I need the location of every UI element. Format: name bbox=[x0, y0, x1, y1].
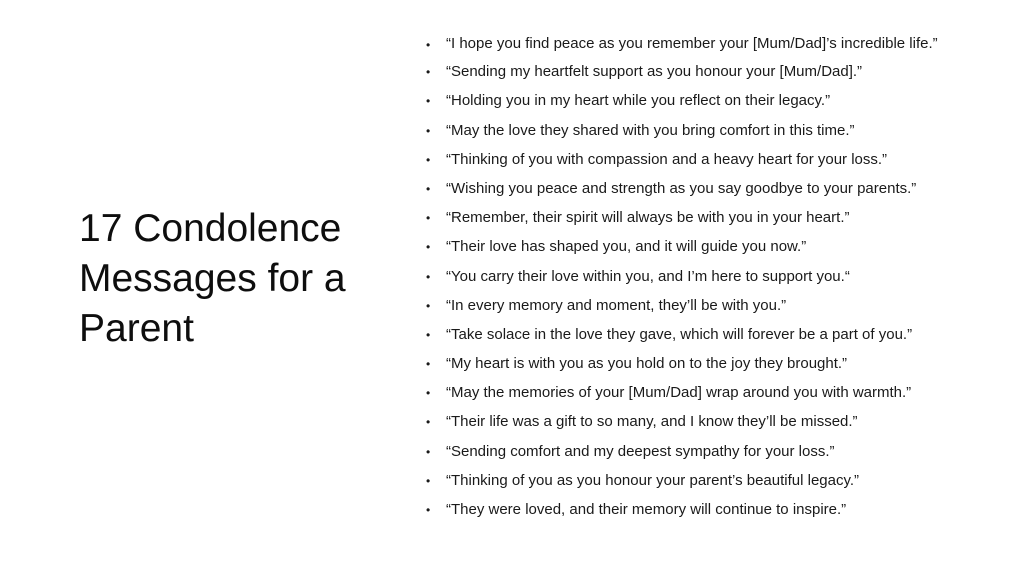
message-text: “Their life was a gift to so many, and I know they’ll be missed.” bbox=[446, 413, 858, 431]
message-text: “They were loved, and their memory will continue to inspire.” bbox=[446, 501, 847, 518]
message-text: “Sending my heartfelt support as you honour your [Mum/Dad].” bbox=[446, 63, 863, 81]
message-text: “Holding you in my heart while you reflect on their legacy.” bbox=[446, 92, 831, 110]
title-line-3: Parent bbox=[79, 307, 194, 350]
message-text: “I hope you find peace as you remember your [Mum/Dad]’s incredible life.” bbox=[446, 35, 938, 52]
list-item bbox=[426, 92, 1006, 110]
list-item bbox=[426, 151, 1006, 169]
list-item bbox=[426, 413, 1006, 431]
list-item bbox=[426, 209, 1006, 227]
list-item bbox=[426, 384, 1006, 402]
bullet-icon: • bbox=[426, 94, 431, 109]
message-text: “Remember, their spirit will always be with you in your heart.” bbox=[446, 209, 850, 227]
bullet-icon: • bbox=[426, 152, 431, 167]
message-text: “You carry their love within you, and I’m here to support you.“ bbox=[446, 267, 850, 285]
list-item bbox=[426, 268, 1006, 286]
message-text: “Sending comfort and my deepest sympathy for your loss.” bbox=[446, 442, 835, 460]
list-item bbox=[426, 443, 1006, 461]
bullet-icon: • bbox=[426, 65, 431, 80]
message-text: “Wishing you peace and strength as you say goodbye to your parents.” bbox=[446, 179, 917, 197]
bullet-icon: • bbox=[426, 357, 431, 372]
bullet-icon: • bbox=[426, 269, 431, 284]
list-item bbox=[426, 238, 1006, 256]
list-item bbox=[426, 326, 1006, 344]
list-item bbox=[426, 501, 1006, 519]
bullet-icon: • bbox=[426, 211, 431, 226]
list-item bbox=[426, 122, 1006, 140]
message-text: “Take solace in the love they gave, which will forever be a part of you.” bbox=[446, 325, 913, 343]
bullet-icon: • bbox=[426, 181, 431, 196]
list-item bbox=[426, 472, 1006, 490]
message-text: “May the memories of your [Mum/Dad] wrap around you with warmth.” bbox=[446, 384, 912, 402]
message-list bbox=[426, 36, 1006, 530]
message-text: “In every memory and moment, they’ll be with you.” bbox=[446, 296, 787, 314]
message-text: “Thinking of you as you honour your parent’s beautiful legacy.” bbox=[446, 471, 860, 489]
title-line-2: Messages for a bbox=[79, 257, 346, 300]
list-item bbox=[426, 180, 1006, 198]
bullet-icon: • bbox=[426, 240, 431, 255]
bullet-icon: • bbox=[426, 298, 431, 313]
list-item bbox=[426, 63, 1006, 81]
bullet-icon: • bbox=[426, 473, 431, 488]
bullet-icon: • bbox=[426, 327, 431, 342]
list-item bbox=[426, 36, 1006, 52]
bullet-icon: • bbox=[426, 503, 431, 517]
message-text: “Their love has shaped you, and it will guide you now.” bbox=[446, 238, 807, 256]
bullet-icon: • bbox=[426, 38, 431, 52]
title-line-1: 17 Condolence bbox=[79, 207, 342, 250]
message-text: “Thinking of you with compassion and a heavy heart for your loss.” bbox=[446, 150, 888, 168]
bullet-icon: • bbox=[426, 123, 431, 138]
bullet-icon: • bbox=[426, 415, 431, 430]
bullet-icon: • bbox=[426, 386, 431, 401]
bullet-icon: • bbox=[426, 444, 431, 459]
slide-title bbox=[79, 204, 409, 354]
list-item bbox=[426, 297, 1006, 315]
message-text: “May the love they shared with you bring comfort in this time.” bbox=[446, 121, 855, 139]
list-item bbox=[426, 355, 1006, 373]
message-text: “My heart is with you as you hold on to the joy they brought.” bbox=[446, 355, 848, 373]
